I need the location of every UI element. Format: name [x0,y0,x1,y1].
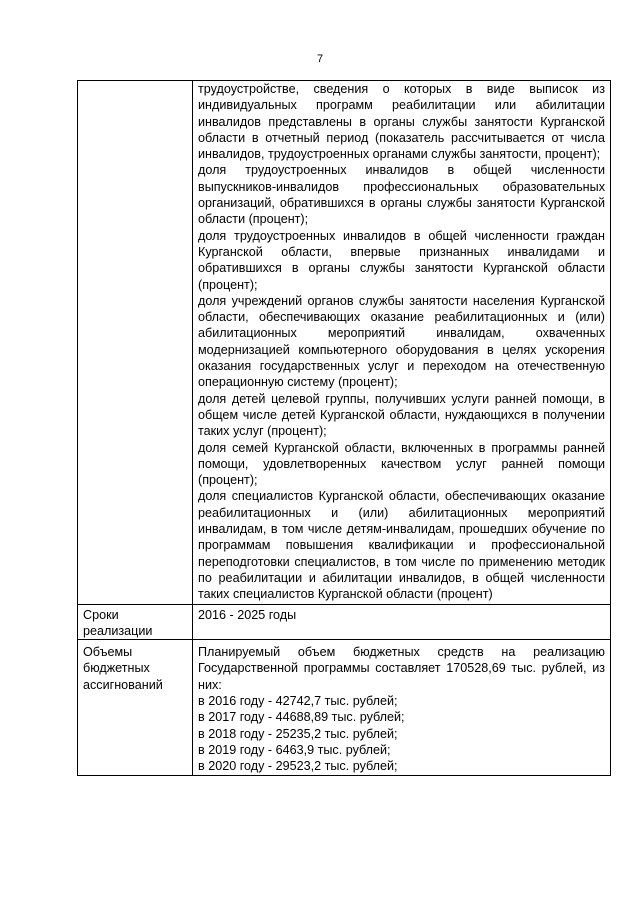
row-label: Сроки реализации [78,604,193,640]
indicator-paragraph: доля учреждений органов службы занятости населения Курганской области, обеспечивающих оказание реабилитационных и (или) абилитационных мероприятий инвалидам, охваченных модернизацией компьютерного оборудования в целях ускорения оказания государственных услуг и переходом на отечественную операционную систему (процент); [198,293,605,390]
period-cell [193,604,611,640]
indicator-paragraph: трудоустройстве, сведения о которых в виде выписок из индивидуальных программ реабилитации или абилитации инвалидов представлены в органы службы занятости Курганской области в отчетный период (показатель рассчитывается от числа инвалидов, трудоустроенных органами службы занятости, процент); [198,82,605,162]
budget-year-line: в 2017 году - 44688,89 тыс. рублей; [198,710,405,725]
program-passport-table [77,80,611,776]
row-label [78,81,193,605]
table-row [78,604,611,640]
budget-year-line: в 2019 году - 6463,9 тыс. рублей; [198,742,391,757]
budget-paragraph: Планируемый объем бюджетных средств на реализацию Государственной программы составляет 170528,69 тыс. рублей, из них: [198,645,605,692]
period-value: 2016 - 2025 годы [198,607,297,622]
table-row [78,81,611,605]
budget-year-line: в 2020 году - 29523,2 тыс. рублей; [198,759,398,774]
indicators-cell [193,81,611,605]
indicator-paragraph: доля трудоустроенных инвалидов в общей численности выпускников-инвалидов профессиональных образовательных организаций, обратившихся в органы службы занятости Курганской области (процент); [198,163,605,227]
row-label: Объемы бюджетных ассигнований [78,640,193,776]
table-row [78,640,611,776]
indicator-paragraph: доля трудоустроенных инвалидов в общей численности граждан Курганской области, впервые признанных инвалидами и обратившихся в органы службы занятости Курганской области (процент); [198,228,605,292]
budget-year-line: в 2018 году - 25235,2 тыс. рублей; [198,726,398,741]
indicator-paragraph: доля специалистов Курганской области, обеспечивающих оказание реабилитационных и (или) абилитационных мероприятий инвалидам, в том числе детям-инвалидам, прошедших обучение по программам повышения квалификации и профессиональной переподготовки специалистов, в том числе по применению методик по реабилитации и абилитации инвалидов, в общей численности таких специалистов Курганской области (процент) [198,489,605,602]
page-number: 7 [316,53,324,65]
budget-cell [193,640,611,776]
budget-year-line: в 2016 году - 42742,7 тыс. рублей; [198,693,398,708]
indicator-paragraph: доля семей Курганской области, включенных в программы ранней помощи, удовлетворенных качеством услуг ранней помощи (процент); [198,440,605,488]
indicator-paragraph: доля детей целевой группы, получивших услуги ранней помощи, в общем числе детей Курганской области, нуждающихся в получении таких услуг (процент); [198,391,605,439]
